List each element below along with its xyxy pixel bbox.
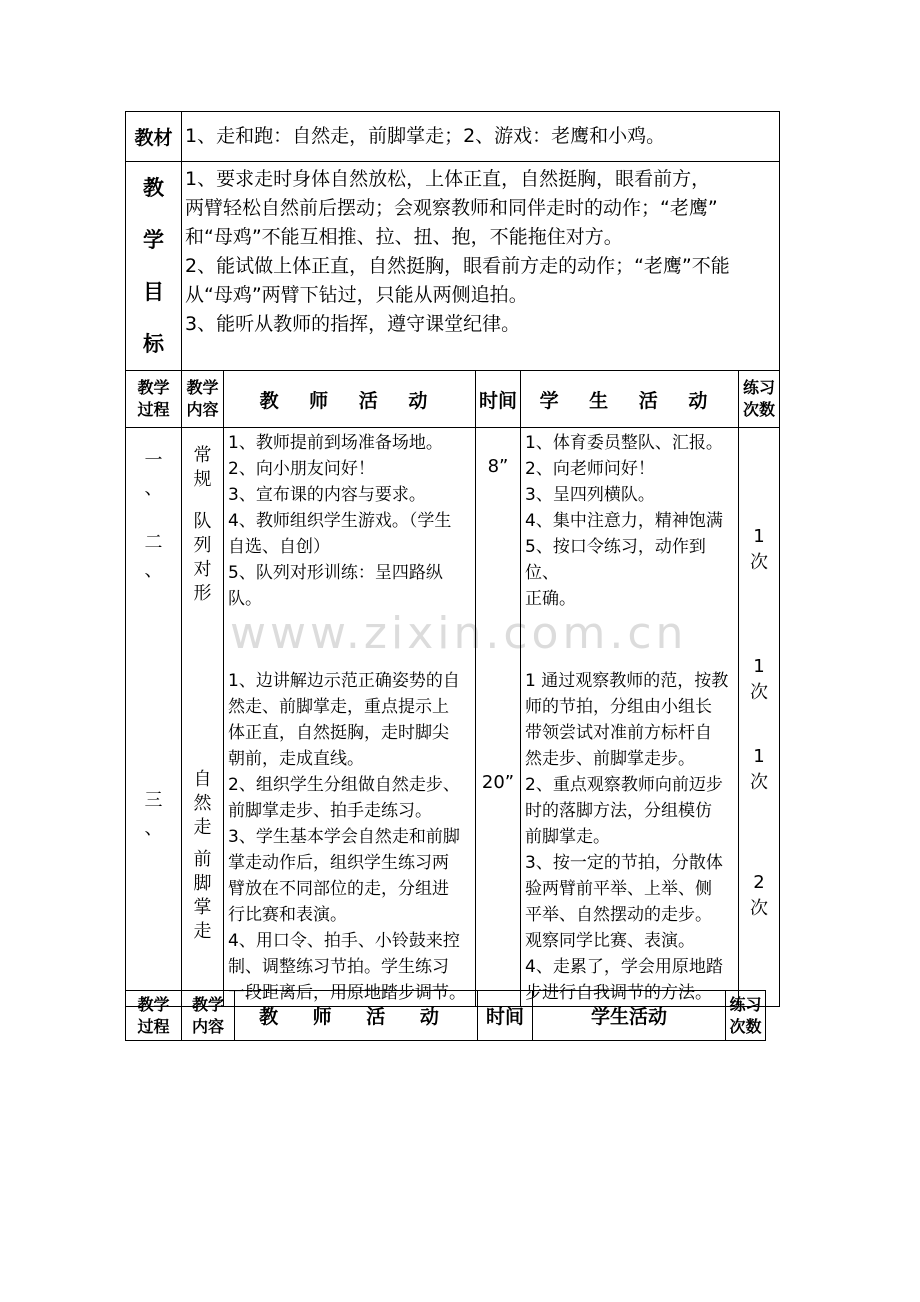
header-count-line: 练习	[743, 378, 776, 397]
content-char: 走	[193, 817, 212, 838]
spacer	[228, 612, 473, 668]
material-row	[126, 112, 780, 162]
time-value: 8”	[487, 456, 509, 477]
student-line: 3、按一定的节拍，分散体	[525, 853, 723, 873]
teacher-line: 自选、自创）	[228, 537, 330, 557]
goals-line: 3、能听从教师的指挥，遵守课堂纪律。	[185, 313, 521, 335]
header-count-line: 练习	[729, 994, 762, 1014]
teacher-line: 掌走动作后，组织学生练习两	[228, 853, 449, 873]
header-content-line: 内容	[186, 400, 219, 419]
content-char: 走	[193, 921, 212, 942]
teacher-line: 然走、前脚掌走，重点提示上	[228, 697, 449, 717]
header-process	[126, 991, 182, 1041]
teacher-activity-cell	[224, 428, 476, 1007]
teacher-line: 前脚掌走步、拍手走练习。	[228, 801, 432, 821]
content-char: 队	[193, 511, 212, 532]
content-char: 常	[193, 445, 212, 466]
count-number: 2	[753, 872, 765, 893]
header-teacher: 教 师 活 动	[224, 371, 476, 428]
student-line: 时的落脚方法，分组模仿	[525, 801, 712, 821]
student-line: 平举、自然摆动的走步。	[525, 905, 712, 925]
goals-line: 1、要求走时身体自然放松，上体正直，自然挺胸，眼看前方，	[185, 168, 711, 190]
teacher-line: 2、组织学生分组做自然走步、	[228, 775, 460, 795]
header-time: 时间	[478, 991, 533, 1041]
goals-row	[126, 162, 780, 371]
content-cell	[182, 428, 224, 1007]
student-line: 1 通过观察教师的范，按教	[525, 671, 729, 691]
student-line: 观察同学比赛、表演。	[525, 931, 695, 951]
student-line: 2、向老师问好！	[525, 459, 655, 479]
material-label: 教材	[126, 112, 182, 162]
student-line: 正确。	[525, 589, 576, 609]
teacher-line: 1、边讲解边示范正确姿势的自	[228, 671, 460, 691]
header-content	[182, 371, 224, 428]
teacher-line: 一段距离后，用原地踏步调节。	[228, 983, 466, 1003]
stage-char: 、	[144, 818, 163, 839]
goals-label-char: 标	[143, 332, 164, 356]
count-number: 1	[753, 746, 765, 767]
stage-char: 一	[144, 450, 163, 471]
teacher-line: 体正直，自然挺胸，走时脚尖	[228, 723, 449, 743]
student-line: 5、按口令练习，动作到位、	[525, 537, 706, 583]
stage-cell	[126, 428, 182, 1007]
watermark: www.zixin.com.cn	[230, 608, 688, 659]
count-number: 1	[753, 526, 765, 547]
count-unit: 次	[750, 772, 769, 793]
goals-label	[126, 162, 182, 371]
header-content-line: 教学	[186, 378, 219, 397]
stage-char: 、	[144, 560, 163, 581]
column-header-row	[126, 991, 766, 1041]
content-char: 列	[193, 535, 212, 556]
count-number: 1	[753, 656, 765, 677]
goals-label-char: 目	[143, 280, 164, 304]
teacher-line: 臂放在不同部位的走，分组进	[228, 879, 449, 899]
count-unit: 次	[750, 552, 769, 573]
header-count-line: 次数	[729, 1016, 762, 1036]
student-activity-cell	[521, 428, 739, 1007]
teacher-line: 5、队列对形训练：呈四路纵队。	[228, 563, 443, 609]
header-process-line: 过程	[137, 1016, 170, 1036]
teacher-line: 行比赛和表演。	[228, 905, 347, 925]
teacher-line: 4、用口令、拍手、小铃鼓来控	[228, 931, 460, 951]
student-line: 步进行自我调节的方法。	[525, 983, 712, 1003]
header-content-line: 内容	[191, 1016, 224, 1036]
content-char: 自	[193, 769, 212, 790]
count-unit: 次	[750, 682, 769, 703]
header-teacher: 教 师 活 动	[235, 991, 478, 1041]
header-student: 学生活动	[533, 991, 726, 1041]
goals-line: 2、能试做上体正直，自然挺胸，眼看前方走的动作；“老鹰”不能	[185, 255, 730, 277]
student-line: 4、走累了，学会用原地踏	[525, 957, 723, 977]
goals-line: 两臂轻松自然前后摆动；会观察教师和同伴走时的动作；“老鹰”	[185, 197, 718, 219]
time-value: 20”	[481, 772, 515, 793]
student-line: 然走步、前脚掌走步。	[525, 749, 695, 769]
student-line: 3、呈四列横队。	[525, 485, 655, 505]
student-line: 带领尝试对准前方标杆自	[525, 723, 712, 743]
content-char: 前	[193, 849, 212, 870]
content-char: 对	[193, 559, 212, 580]
time-cell	[476, 428, 521, 1007]
content-char: 掌	[193, 897, 212, 918]
teacher-line: 1、教师提前到场准备场地。	[228, 433, 443, 453]
student-line: 4、集中注意力，精神饱满	[525, 511, 723, 531]
teacher-line: 2、向小朋友问好！	[228, 459, 375, 479]
content-char: 形	[193, 583, 212, 604]
teacher-line: 朝前，走成直线。	[228, 749, 364, 769]
header-content	[182, 991, 235, 1041]
stage-char: 三	[144, 790, 163, 811]
header-student: 学 生 活 动	[521, 371, 739, 428]
stage-char: 、	[144, 478, 163, 499]
student-line: 前脚掌走。	[525, 827, 610, 847]
spacer	[525, 612, 736, 668]
header-process	[126, 371, 182, 428]
teacher-line: 制、调整练习节拍。学生练习	[228, 957, 449, 977]
header-content-line: 教学	[191, 994, 224, 1014]
goals-label-char: 教	[143, 176, 164, 200]
count-cell	[739, 428, 780, 1007]
lesson-plan-table-continued	[125, 990, 766, 1041]
header-process-line: 教学	[137, 378, 170, 397]
activity-row	[126, 428, 780, 1007]
student-line: 2、重点观察教师向前迈步	[525, 775, 723, 795]
material-text: 1、走和跑：自然走，前脚掌走；2、游戏：老鹰和小鸡。	[182, 112, 780, 162]
header-time: 时间	[476, 371, 521, 428]
teacher-line: 3、学生基本学会自然走和前脚	[228, 827, 460, 847]
header-process-line: 教学	[137, 994, 170, 1014]
header-count	[739, 371, 780, 428]
goals-text	[182, 162, 780, 371]
column-header-row	[126, 371, 780, 428]
content-char: 脚	[193, 873, 212, 894]
student-line: 师的节拍，分组由小组长	[525, 697, 712, 717]
goals-label-char: 学	[143, 228, 164, 252]
content-char: 然	[193, 793, 212, 814]
goals-line: 和“母鸡”不能互相推、拉、扭、抱，不能拖住对方。	[185, 226, 623, 248]
content-char: 规	[193, 469, 212, 490]
header-count-line: 次数	[743, 400, 776, 419]
teacher-line: 4、教师组织学生游戏。（学生	[228, 511, 452, 531]
stage-char: 二	[144, 532, 163, 553]
count-unit: 次	[750, 898, 769, 919]
student-line: 1、体育委员整队、汇报。	[525, 433, 723, 453]
lesson-plan-table	[125, 111, 780, 1007]
student-line: 验两臂前平举、上举、侧	[525, 879, 712, 899]
goals-line: 从“母鸡”两臂下钻过，只能从两侧追拍。	[185, 284, 528, 306]
header-count	[726, 991, 766, 1041]
teacher-line: 3、宣布课的内容与要求。	[228, 485, 426, 505]
header-process-line: 过程	[137, 400, 170, 419]
